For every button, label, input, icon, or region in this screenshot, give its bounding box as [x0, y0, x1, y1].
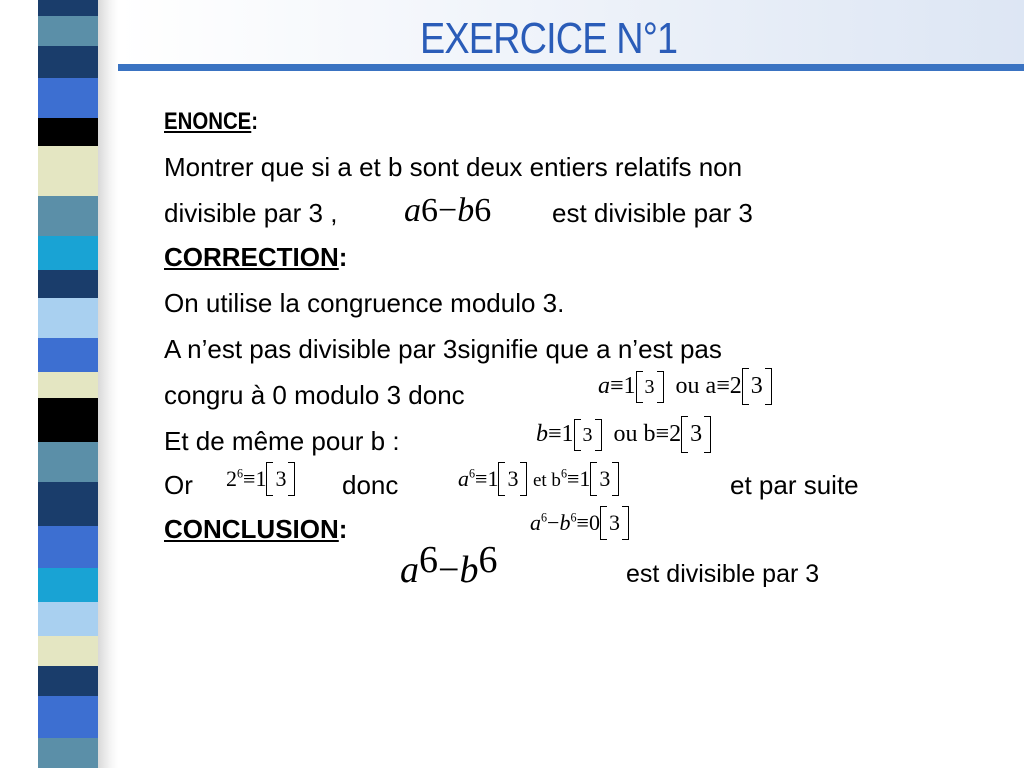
final-line: est divisible par 3	[626, 560, 820, 588]
stripe	[38, 196, 98, 236]
equiv-sign: ≡	[566, 466, 580, 491]
var-a: a	[530, 510, 541, 535]
modulus: 3	[275, 466, 287, 491]
et-b-text: et b	[532, 470, 561, 491]
conclusion-header	[164, 514, 347, 545]
minus-sign: −	[438, 549, 460, 591]
formula-a6-b6-congruence	[458, 466, 619, 492]
exp: 6	[570, 510, 577, 525]
exp: 6	[419, 539, 438, 581]
var-b: b	[536, 421, 548, 447]
formula-a-congruence	[598, 372, 772, 401]
stripe	[38, 636, 98, 666]
var-b: b	[559, 510, 571, 535]
exp: 6	[237, 466, 244, 481]
equiv-sign: ≡	[716, 373, 730, 399]
modulo-bracket	[681, 420, 711, 449]
correction-colon: :	[338, 242, 348, 272]
modulus: 3	[750, 373, 763, 399]
conclusion-label: CONCLUSION	[164, 514, 339, 544]
modulo-bracket	[498, 466, 527, 492]
modulo-bracket	[742, 372, 772, 401]
enonce-header	[164, 108, 258, 136]
stripe	[38, 482, 98, 526]
modulus: 3	[599, 466, 611, 491]
equiv-sign: ≡	[475, 466, 488, 491]
modulo-bracket	[600, 510, 629, 536]
congru-line: congru à 0 modulo 3 donc	[164, 380, 465, 410]
exp: 6	[474, 192, 492, 229]
equiv-sign: ≡	[576, 510, 589, 535]
formula-2-pow-6	[226, 466, 295, 492]
congruence-line: On utilise la congruence modulo 3.	[164, 288, 565, 318]
var-b: b	[459, 549, 479, 591]
digit: 1	[561, 421, 574, 447]
equiv-sign: ≡	[655, 421, 670, 447]
stripe	[38, 602, 98, 636]
ou-b-text: ou b	[613, 421, 656, 447]
stripe	[38, 568, 98, 602]
modulus: 3	[644, 376, 655, 398]
equiv-sign: ≡	[610, 373, 624, 399]
digit: 1	[623, 373, 636, 399]
stripe	[38, 146, 98, 196]
modulus: 3	[690, 421, 703, 447]
formula-a6-minus-b6-zero	[530, 510, 629, 536]
slide-title: EXERCICE N°1	[420, 14, 678, 63]
or-line: Or	[164, 470, 193, 500]
enonce-colon: :	[251, 108, 259, 135]
base-two: 2	[226, 466, 237, 491]
stripe	[38, 236, 98, 270]
var-b: b	[457, 192, 475, 229]
stripe	[38, 442, 98, 482]
modulus: 3	[582, 424, 593, 446]
var-a: a	[404, 192, 421, 229]
sidebar-decoration	[0, 0, 118, 768]
stripe	[38, 398, 98, 442]
correction-header	[164, 242, 347, 273]
statement-line-2b: est divisible par 3	[552, 198, 753, 228]
modulus: 3	[507, 466, 519, 491]
meme-line: Et de même pour b :	[164, 426, 400, 456]
modulo-bracket	[636, 375, 664, 399]
digit: 1	[255, 466, 267, 491]
equiv-sign: ≡	[548, 421, 562, 447]
digit: 2	[669, 421, 682, 447]
stripe	[38, 78, 98, 118]
formula-b-congruence	[536, 420, 711, 449]
stripe	[38, 270, 98, 298]
equiv-sign: ≡	[243, 466, 256, 491]
var-a: a	[598, 373, 610, 399]
correction-label: CORRECTION	[164, 242, 339, 272]
stripe	[38, 526, 98, 568]
stripe	[38, 738, 98, 768]
exp: 6	[541, 510, 548, 525]
conclusion-colon: :	[338, 514, 348, 544]
stripe	[38, 372, 98, 398]
modulus: 3	[608, 510, 620, 535]
stripe	[38, 338, 98, 372]
exp: 6	[421, 192, 438, 229]
minus-sign: −	[438, 192, 458, 229]
donc-text: donc	[342, 470, 399, 500]
digit: 2	[729, 373, 742, 399]
suite-text: et par suite	[730, 470, 859, 500]
minus-sign: −	[547, 510, 560, 535]
enonce-label: ENONCE	[164, 108, 252, 135]
formula-a6-b6-final	[400, 539, 498, 592]
signifie-line: A n’est pas divisible par 3signifie que a n’est pas	[164, 334, 722, 364]
stripe	[38, 666, 98, 696]
statement-line-1: Montrer que si a et b sont deux entiers relatifs non	[164, 152, 743, 182]
modulo-bracket	[574, 423, 602, 447]
stripe	[38, 0, 98, 16]
stripe	[38, 118, 98, 146]
digit: 1	[579, 466, 591, 491]
digit: 1	[487, 466, 499, 491]
stripe	[38, 696, 98, 738]
modulo-bracket	[590, 466, 619, 492]
stripe-column	[38, 0, 98, 768]
stripe	[38, 46, 98, 78]
exp: 6	[469, 466, 476, 481]
var-a: a	[400, 549, 419, 591]
ou-a-text: ou a	[675, 373, 717, 399]
exp: 6	[560, 466, 567, 481]
statement-line-2a: divisible par 3 ,	[164, 198, 338, 228]
exp: 6	[478, 539, 498, 581]
title-rule	[118, 64, 1024, 71]
digit: 0	[588, 510, 600, 535]
modulo-bracket	[266, 466, 295, 492]
sidebar-shadow	[98, 0, 118, 768]
formula-a6-b6-statement	[404, 192, 491, 230]
stripe	[38, 298, 98, 338]
var-a: a	[458, 466, 469, 491]
stripe	[38, 16, 98, 46]
